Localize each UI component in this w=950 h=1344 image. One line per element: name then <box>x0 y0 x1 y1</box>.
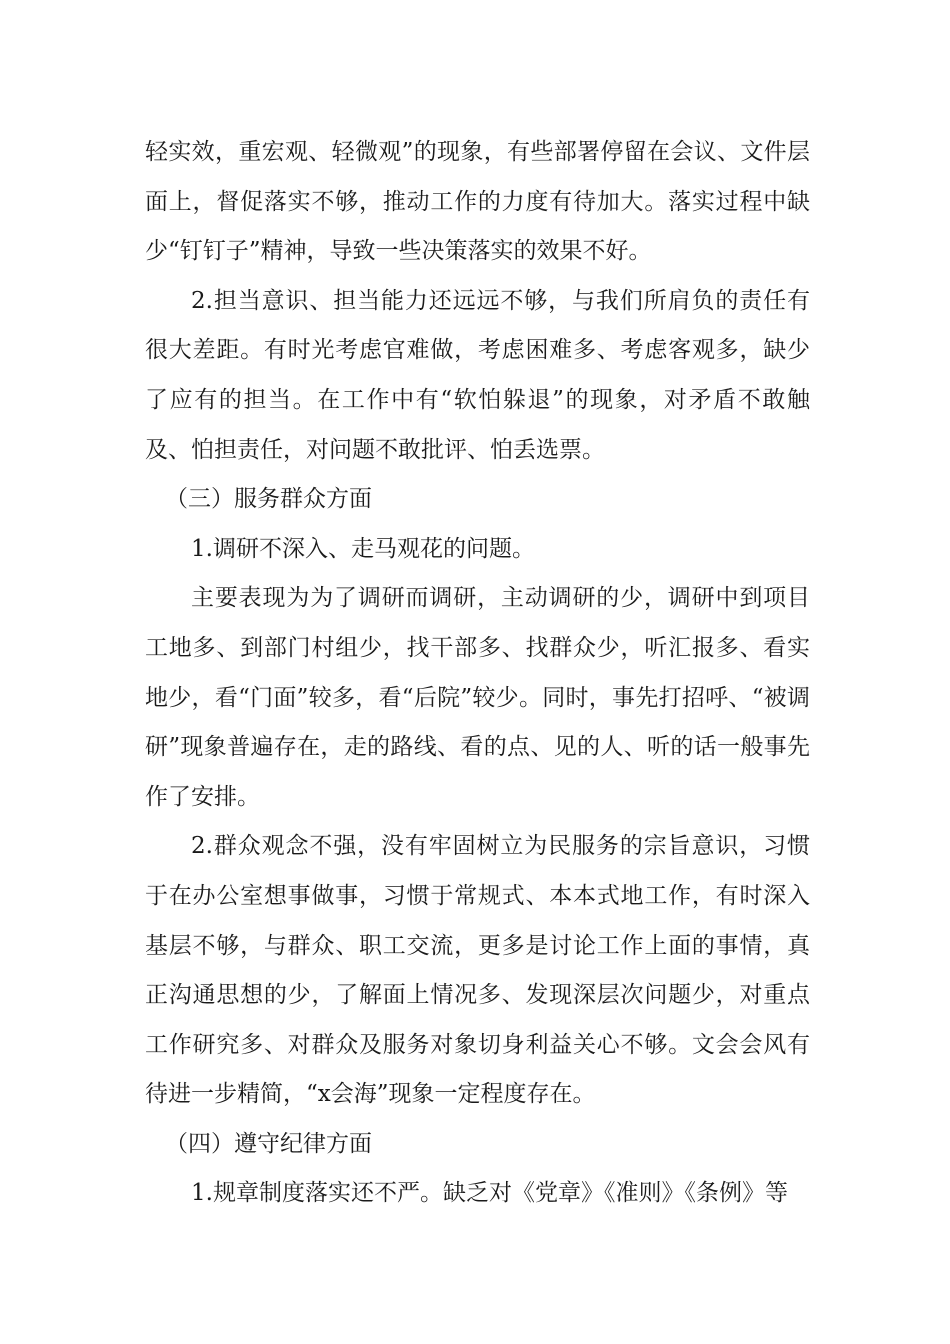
paragraph-responsibility: 2.担当意识、担当能力还远远不够，与我们所肩负的责任有很大差距。有时光考虑官难做，考虑困难多、考虑客观多，缺少了应有的担当。在工作中有“软怕躲退”的现象，对矛盾不敢触及、怕担责任，对问题不敢批评、怕丢选票。 <box>145 287 810 463</box>
paragraph-research-detail: 主要表现为为了调研而调研，主动调研的少，调研中到项目工地多、到部门村组少，找干部多、找群众少，听汇报多、看实地少，看“门面”较多，看“后院”较少。同时，事先打招呼、“被调研”现象普遍存在，走的路线、看的点、见的人、听的话一般事先作了安排。 <box>145 585 810 810</box>
paragraph-continuation: 轻实效，重宏观、轻微观”的现象，有些部署停留在会议、文件层面上，督促落实不够，推动工作的力度有待加大。落实过程中缺少“钉钉子”精神，导致一些决策落实的效果不好。 <box>145 139 810 265</box>
section-heading-serving-masses: （三）服务群众方面 <box>165 486 372 513</box>
paragraph-research-item: 1.调研不深入、走马观花的问题。 <box>191 535 535 562</box>
section-heading-discipline: （四）遵守纪律方面 <box>165 1130 372 1157</box>
document-body <box>145 128 810 1219</box>
paragraph-mass-viewpoint: 2.群众观念不强，没有牢固树立为民服务的宗旨意识，习惯于在办公室想事做事，习惯于常规式、本本式地工作，有时深入基层不够，与群众、职工交流，更多是讨论工作上面的事情，真正沟通思想的少，了解面上情况多、发现深层次问题少，对重点工作研究多、对群众及服务对象切身利益关心不够。文会会风有待进一步精简，“x会海”现象一定程度存在。 <box>145 833 810 1108</box>
paragraph-regulations: 1.规章制度落实还不严。缺乏对《党章》《准则》《条例》等 <box>191 1180 788 1207</box>
